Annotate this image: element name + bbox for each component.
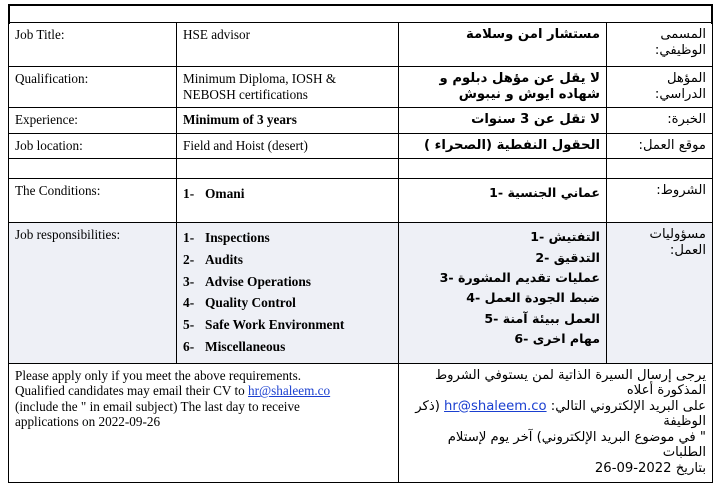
footer-ar-line-4 [405,461,706,477]
row-label-qualification: Qualification: [9,67,177,108]
footer-ar-line-2-text: على البريد الإلكتروني التالي: [546,398,706,414]
footer-ar-line-1: يرجى إرسال السيرة الذاتية لمن يستوفي الشروط المذكورة أعلاه [434,367,706,399]
row-value-job-title: HSE advisor [177,23,399,67]
row-value-responsibilities-ar [399,223,607,363]
list-item-label: Quality Control [205,295,296,311]
row-label-qualification-ar: المؤهل الدراسي: [607,67,713,108]
list-item-label: عمليات تقديم المشورة [457,270,600,286]
row-label-responsibilities-ar: مسؤوليات العمل: [607,223,713,363]
row-value-job-location-ar: الحقول النفطية (الصحراء ) [399,133,607,159]
footer-ar-line-2 [405,399,706,430]
list-item: عمليات تقديم المشورة -3 [439,270,600,286]
list-item-label: Safe Work Environment [205,317,345,333]
row-value-responsibilities [177,223,399,363]
list-item: ضبط الجودة العمل -4 [466,290,600,306]
table-row [9,23,713,67]
list-item [183,227,392,249]
row-label-conditions: The Conditions: [9,179,177,223]
spacer-cell-3 [399,159,607,179]
row-label-job-location-ar: موقع العمل: [607,133,713,159]
spacer-cell-2 [177,159,399,179]
job-details-table [8,22,713,483]
top-right-border-stub [711,4,713,24]
list-number: 4- [183,295,195,311]
list-item: التفتيش -1 [530,229,600,245]
list-item [183,249,392,271]
table-row [9,179,713,223]
deadline-date-ar: 2022-09-26 [594,461,672,476]
spacer-cell-1 [9,159,177,179]
list-item-label: التدقيق [553,249,600,265]
footer-arabic [399,363,713,482]
row-value-qualification-ar: لا يقل عن مؤهل دبلوم و شهاده ايوش و نيبوش [399,67,607,108]
row-value-job-location: Field and Hoist (desert) [177,133,399,159]
list-item [183,336,392,358]
table-row [9,108,713,134]
footer-en-line-4-text: applications on [15,414,99,430]
list-item-label: العمل ببيئة آمنة [502,310,600,326]
top-border-line [8,4,712,6]
list-number: 6- [183,338,195,354]
list-item [183,292,392,314]
list-item-label: التفتيش [548,229,600,245]
email-link-ar[interactable]: hr@shaleem.co [444,398,547,414]
row-value-experience-ar: لا تقل عن 3 سنوات [399,108,607,134]
footer-row [9,363,713,482]
row-value-experience: Minimum of 3 years [177,108,399,134]
footer-english [9,363,399,482]
spacer-cell-4 [607,159,713,179]
list-item-label: Advise Operations [205,273,312,289]
list-item-label: مهام اخرى [532,331,600,347]
table-row [9,133,713,159]
list-item-label: عماني الجنسية [507,185,600,201]
table-row [9,67,713,108]
row-value-qualification: Minimum Diploma, IOSH & NEBOSH certifications [177,67,399,108]
row-label-job-location: Job location: [9,133,177,159]
footer-en-line-4 [15,414,392,430]
list-item: العمل ببيئة آمنة -5 [484,310,600,326]
row-value-conditions [177,179,399,223]
footer-en-line-1: Please apply only if you meet the above requirements. [15,367,302,383]
row-label-responsibilities: Job responsibilities: [9,223,177,363]
row-label-conditions-ar: الشروط: [607,179,713,223]
list-item-label: Inspections [205,230,270,246]
list-item [183,271,392,293]
list-number: 1- [183,230,195,246]
email-link[interactable]: hr@shaleem.co [248,383,331,399]
list-number: 5- [183,317,195,333]
row-label-experience: Experience: [9,108,177,134]
footer-en-line-3: (include the " in email subject) The last day to receive [15,398,300,414]
list-item-label: ضبط الجودة العمل [484,290,600,306]
row-label-job-title: Job Title: [9,23,177,67]
list-item-label: Omani [205,186,245,202]
conditions-list-en [183,183,392,205]
list-item [183,183,392,205]
top-left-border-stub [8,4,10,24]
deadline-date: 2022-09-26 [98,414,161,430]
table-row [9,223,713,363]
footer-ar-line-2-suffix: (ذكر الوظيفة [415,398,706,430]
row-label-experience-ar: الخبرة: [607,108,713,134]
list-item-label: Miscellaneous [205,338,286,354]
list-item [183,314,392,336]
footer-ar-line-3: " في موضوع البريد الإلكتروني) آخر يوم لإستلام الطلبات [447,429,706,461]
footer-en-line-2-text: Qualified candidates may email their CV to [15,383,249,399]
row-label-job-title-ar: المسمى الوظيفي: [607,23,713,67]
conditions-list-ar [405,183,600,203]
list-item: مهام اخرى -6 [514,331,600,347]
row-value-conditions-ar [399,179,607,223]
responsibilities-list-ar [405,227,600,349]
list-item: عماني الجنسية -1 [489,185,600,201]
row-value-job-title-ar: مستشار امن وسلامة [399,23,607,67]
table-spacer-row [9,159,713,179]
list-number: 3- [183,273,195,289]
list-number: 1- [183,186,195,202]
responsibilities-list-en [183,227,392,357]
list-number: 2- [183,252,195,268]
footer-en-line-2 [15,383,392,399]
list-item: التدقيق -2 [535,249,600,265]
list-item-label: Audits [205,252,243,268]
footer-ar-line-4-text: بتاريخ [671,461,706,476]
